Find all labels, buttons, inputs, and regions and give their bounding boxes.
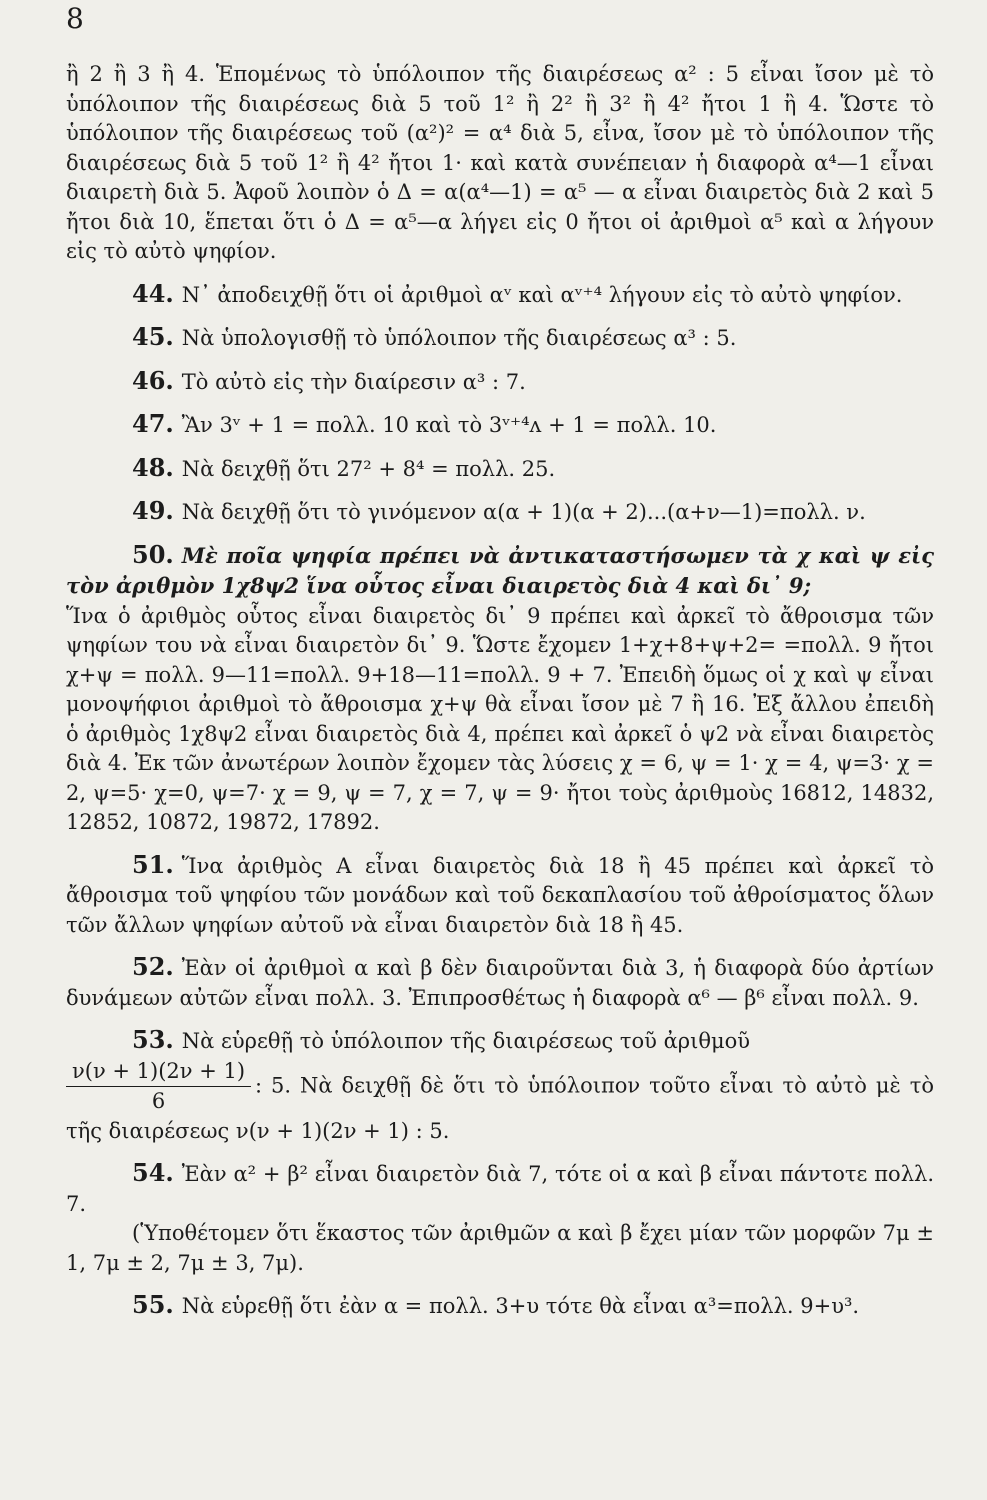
problem-number: 49. bbox=[132, 496, 174, 525]
problem-text: Ἐὰν οἱ ἀριθμοὶ α καὶ β δὲν διαιροῦνται διὰ 3, ἡ διαφορὰ δύο ἀρτίων δυνάμεων αὐτῶν εἶναι πολλ. 3. Ἐπιπροσθέτως ἡ διαφορὰ α⁶ — β⁶ εἶναι πολλ. 9. bbox=[66, 956, 934, 1010]
page-number: 8 bbox=[66, 2, 84, 35]
problem-text-cont: : 5. Νὰ δειχθῇ δὲ ὅτι τὸ ὑπόλοιπον τοῦτο εἶναι τὸ αὐτὸ μὲ τὸ τῆς διαιρέσεως ν(ν + 1)(2ν + 1) : 5. bbox=[66, 1073, 934, 1143]
problem-text: Νὰ εὑρεθῇ τὸ ὑπόλοιπον τῆς διαιρέσεως τοῦ ἀριθμοῦ bbox=[181, 1029, 751, 1053]
problem-text: Ἂν 3ᵛ + 1 = πολλ. 10 καὶ τὸ 3ᵛ⁺⁴ᴧ + 1 = πολλ. 10. bbox=[181, 413, 717, 437]
problem-number: 46. bbox=[132, 365, 174, 395]
problem-text: Ἐὰν α² + β² εἶναι διαιρετὸν διὰ 7, τότε οἱ α καὶ β εἶναι πάντοτε πολλ. 7. bbox=[66, 1162, 934, 1216]
problem-text: Νὰ ὑπολογισθῇ τὸ ὑπόλοιπον τῆς διαιρέσεως α³ : 5. bbox=[181, 326, 737, 350]
problem-53 bbox=[66, 1025, 934, 1146]
fraction-denominator: 6 bbox=[151, 1089, 166, 1113]
problem-number: 47. bbox=[132, 409, 174, 438]
problem-44 bbox=[66, 279, 934, 311]
fraction bbox=[66, 1057, 251, 1117]
problem-51 bbox=[66, 850, 934, 941]
problem-54-note: (Ὑποθέτομεν ὅτι ἕκαστος τῶν ἀριθμῶν α καὶ β ἔχει μίαν τῶν μορφῶν 7μ ± 1, 7μ ± 2, 7μ ± 3, 7μ). bbox=[66, 1221, 934, 1275]
problem-title: Μὲ ποῖα ψηφία πρέπει νὰ ἀντικαταστήσωμεν τὰ χ καὶ ψ εἰς τὸν ἀριθμὸν 1χ8ψ2 ἵνα οὗτος εἶναι διαιρετὸς διὰ 4 καὶ δι᾽ 9; bbox=[66, 542, 934, 598]
problem-47 bbox=[66, 409, 934, 441]
problem-number: 44. bbox=[132, 278, 174, 308]
problem-number: 51. bbox=[132, 849, 174, 879]
problem-text: Ν᾽ ἀποδειχθῇ ὅτι οἱ ἀριθμοὶ αᵛ καὶ αᵛ⁺⁴ λήγουν εἰς τὸ αὐτὸ ψηφίον. bbox=[181, 282, 903, 307]
problem-text: Τὸ αὐτὸ εἰς τὴν διαίρεσιν α³ : 7. bbox=[181, 369, 526, 394]
problem-55 bbox=[66, 1290, 934, 1322]
problem-number: 53. bbox=[132, 1025, 174, 1054]
problem-number: 50. bbox=[132, 539, 174, 569]
problem-52 bbox=[66, 952, 934, 1013]
problem-54 bbox=[66, 1158, 934, 1219]
problem-text: Νὰ εὑρεθῇ ὅτι ἐὰν α = πολλ. 3+υ τότε θὰ εἶναι α³=πολλ. 9+υ³. bbox=[181, 1294, 860, 1318]
problem-45 bbox=[66, 322, 934, 354]
problem-text: Νὰ δειχθῇ ὅτι τὸ γινόμενον α(α + 1)(α + 2)...(α+ν—1)=πολλ. ν. bbox=[181, 500, 866, 524]
problem-49 bbox=[66, 496, 934, 528]
problem-50-title bbox=[66, 540, 934, 602]
problem-text: Νὰ δειχθῇ ὅτι 27² + 8⁴ = πολλ. 25. bbox=[181, 456, 556, 481]
fraction-numerator: ν(ν + 1)(2ν + 1) bbox=[66, 1057, 251, 1088]
problem-50-solution: Ἵνα ὁ ἀριθμὸς οὗτος εἶναι διαιρετὸς δι᾽ 9 πρέπει καὶ ἀρκεῖ τὸ ἄθροισμα τῶν ψηφίων του νὰ εἶναι διαιρετὸν δι᾽ 9. Ὥστε ἔχομεν 1+χ+8+ψ+2= =πολλ. 9 ἤτοι χ+ψ = πολλ. 9—11=πολλ. 9+18—11=πολλ. 9 + 7. Ἐπειδὴ ὅμως οἱ χ καὶ ψ εἶναι μονοψήφιοι ἀριθμοὶ τὸ ἄθροισμα χ+ψ θὰ εἶναι ἴσον μὲ 7 ἢ 16. Ἐξ ἄλλου ἐπειδὴ ὁ ἀριθμὸς 1χ8ψ2 εἶναι διαιρετὸς διὰ 4, πρέπει καὶ ἀρκεῖ ὁ ψ2 νὰ εἶναι διαιρετὸς διὰ 4. Ἐκ τῶν ἀνωτέρων λοιπὸν ἔχομεν τὰς λύσεις χ = 6, ψ = 1· χ = 4, ψ=3· χ = 2, ψ=5· χ=0, ψ=7· χ = 9, ψ = 7, χ = 7, ψ = 9· ἤτοι τοὺς ἀριθμοὺς 16812, 14832, 12852, 10872, 19872, 17892. bbox=[66, 603, 934, 834]
problem-number: 45. bbox=[132, 322, 174, 351]
problem-46 bbox=[66, 366, 934, 398]
problem-number: 52. bbox=[132, 952, 174, 981]
problem-text: Ἵνα ἀριθμὸς Α εἶναι διαιρετὸς διὰ 18 ἢ 45 πρέπει καὶ ἀρκεῖ τὸ ἄθροισμα τοῦ ψηφίου τῶν μονάδων καὶ τοῦ δεκαπλασίου τοῦ ἀθροίσματος ὅλων τῶν ἄλλων ψηφίων αὐτοῦ νὰ εἶναι διαιρετὸν διὰ 18 ἢ 45. bbox=[66, 853, 934, 937]
intro-paragraph: ἢ 2 ἢ 3 ἢ 4. Ἑπομένως τὸ ὑπόλοιπον τῆς διαιρέσεως α² : 5 εἶναι ἴσον μὲ τὸ ὑπόλοιπον τῆς διαιρέσεως διὰ 5 τοῦ 1² ἢ 2² ἢ 3² ἢ 4² ἤτοι 1 ἢ 4. Ὥστε τὸ ὑπόλοιπον τῆς διαιρέσεως τοῦ (α²)² = α⁴ διὰ 5, εἶνα, ἴσον μὲ τὸ ὑπόλοιπον τῆς διαιρέσεως διὰ 5 τοῦ 1² ἢ 4² ἤτοι 1· καὶ κατὰ συνέπειαν ἡ διαφορὰ α⁴—1 εἶναι διαιρετὴ διὰ 5. Ἀφοῦ λοιπὸν ὁ Δ = α(α⁴—1) = α⁵ — α εἶναι διαιρετὸς διὰ 2 καὶ 5 ἤτοι διὰ 10, ἕπεται ὅτι ὁ Δ = α⁵—α λήγει εἰς 0 ἤτοι οἱ ἀριθμοὶ α⁵ καὶ α λήγουν εἰς τὸ αὐτὸ ψηφίον. bbox=[66, 62, 934, 263]
problem-48 bbox=[66, 453, 934, 485]
problem-number: 55. bbox=[132, 1290, 174, 1319]
problem-number: 54. bbox=[132, 1158, 174, 1187]
page-content bbox=[66, 60, 934, 1322]
problem-number: 48. bbox=[132, 452, 174, 482]
